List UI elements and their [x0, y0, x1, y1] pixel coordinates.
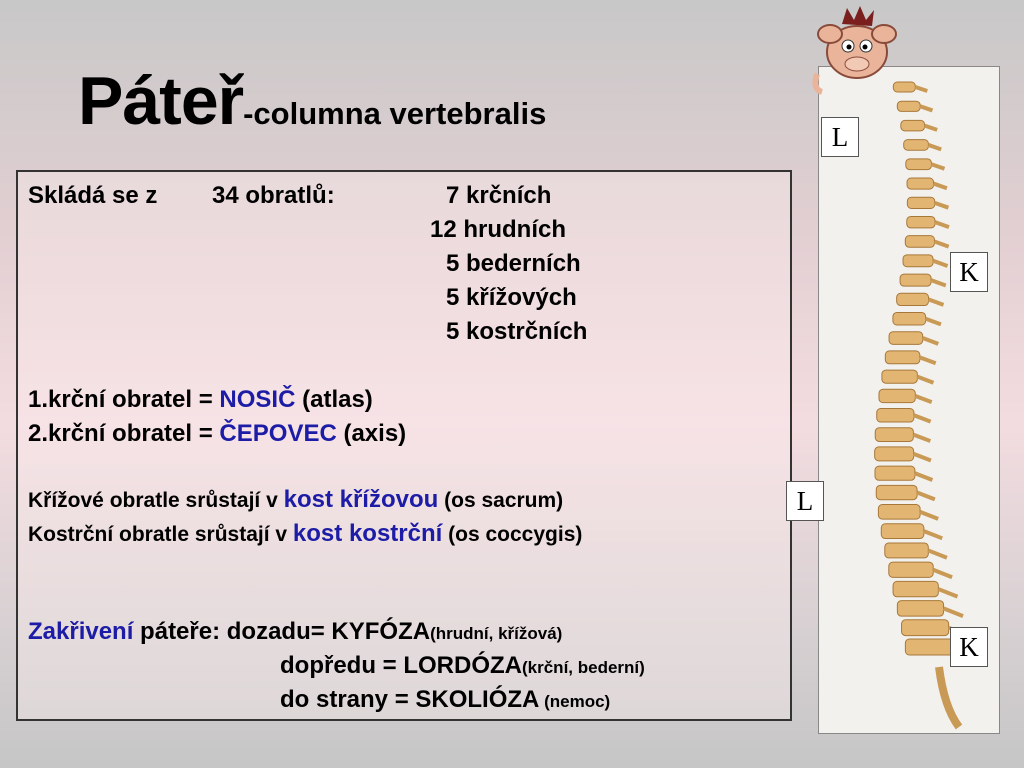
vertebra: [875, 428, 913, 442]
vertebra: [903, 255, 933, 267]
label-lordosis-cervical: L: [821, 117, 859, 157]
spinous-process: [935, 203, 949, 208]
composition-intro: Skládá se z: [28, 182, 158, 209]
spinous-process: [925, 126, 938, 130]
vertebra: [906, 159, 932, 170]
content-box: [16, 170, 792, 721]
spinous-process: [920, 512, 938, 519]
vertebra: [893, 312, 926, 324]
region-sacral: 5 křížových: [446, 284, 577, 311]
spinous-process: [917, 377, 933, 383]
vertebra: [900, 274, 931, 286]
vertebra: [875, 447, 914, 461]
vertebra: [875, 466, 915, 480]
spinous-process: [920, 357, 936, 363]
mascot-icon: [802, 4, 912, 96]
vertebra: [902, 620, 949, 636]
label-kyphosis-sacral: K: [950, 627, 988, 667]
spinous-process: [915, 396, 931, 402]
spinous-process: [938, 589, 957, 597]
coccyx-latin: (os coccygis): [442, 523, 583, 546]
scoliosis-line: [280, 686, 610, 714]
vertebra: [904, 140, 929, 151]
title-subtitle: -columna vertebralis: [243, 96, 547, 131]
vertebra: [889, 562, 933, 577]
sacrum-latin: (os sacrum): [438, 489, 564, 512]
spinous-process: [933, 261, 947, 266]
spinous-process: [931, 164, 944, 169]
spinous-process: [929, 299, 944, 305]
curvature-heading: Zakřivení: [28, 618, 134, 645]
spinous-process: [934, 241, 948, 246]
axis-line: [28, 420, 406, 448]
region-lumbar: 5 bederních: [446, 250, 581, 277]
axis-prefix: 2.krční obratel =: [28, 420, 220, 447]
vertebra: [879, 389, 915, 402]
vertebra: [885, 351, 920, 364]
spinous-process: [914, 454, 931, 461]
composition-total: 34 obratlů:: [212, 182, 335, 209]
label-kyphosis-thoracic: K: [950, 252, 988, 292]
sacrum-line: [28, 486, 563, 514]
vertebra: [901, 120, 925, 130]
region-thoracic: 12 hrudních: [430, 216, 567, 243]
spinous-process: [920, 106, 932, 110]
spinous-process: [924, 531, 942, 538]
kyphosis-line: [28, 618, 562, 646]
atlas-line: [28, 386, 373, 414]
axis-latin: (axis): [336, 420, 407, 447]
spinous-process: [913, 435, 930, 441]
axis-name: ČEPOVEC: [219, 420, 337, 447]
spinous-process: [931, 280, 946, 285]
spinous-process: [935, 222, 949, 227]
spinous-process: [926, 319, 941, 325]
title-main: Páteř: [78, 63, 244, 139]
atlas-name: NOSIČ: [219, 386, 296, 413]
vertebra: [885, 543, 929, 558]
label-lordosis-lumbar: L: [786, 481, 824, 521]
spinous-process: [928, 145, 941, 149]
spinous-process: [934, 184, 947, 189]
spinous-process: [917, 493, 935, 500]
vertebra: [897, 601, 943, 617]
region-cervical: 7 krčních: [446, 182, 552, 209]
atlas-latin: (atlas): [295, 386, 373, 413]
vertebra: [905, 639, 953, 655]
vertebra: [897, 293, 929, 305]
spinous-process: [933, 570, 952, 577]
lordosis-text: dopředu = LORDÓZA: [280, 652, 522, 679]
scoliosis-text: do strany = SKOLIÓZA: [280, 686, 540, 713]
vertebra: [876, 485, 917, 499]
coccyx-prefix: Kostrční obratle srůstají v: [28, 523, 293, 546]
coccyx-bone: kost kostrční: [292, 520, 443, 547]
spinous-process: [928, 550, 947, 557]
vertebra: [907, 216, 935, 227]
vertebra: [907, 197, 934, 208]
lordosis-line: [280, 652, 645, 680]
coccyx-line: [28, 520, 582, 548]
lordosis-note: (krční, bederní): [522, 658, 645, 677]
spinous-process: [944, 608, 963, 616]
vertebra: [882, 370, 917, 383]
atlas-prefix: 1.krční obratel =: [28, 386, 220, 413]
vertebra: [877, 409, 914, 423]
vertebra: [907, 178, 933, 189]
kyphosis-note: (hrudní, křížová): [430, 624, 563, 643]
region-coccygeal: 5 kostrčních: [446, 318, 588, 345]
vertebra: [893, 581, 938, 596]
spinous-process: [915, 473, 933, 480]
vertebra: [905, 236, 934, 248]
sacrum-prefix: Křížové obratle srůstají v: [28, 489, 284, 512]
spinous-process: [923, 338, 939, 344]
vertebra: [897, 101, 920, 111]
slide-title: [78, 62, 546, 140]
spinous-process: [915, 87, 927, 91]
vertebra: [889, 332, 923, 345]
vertebra: [881, 524, 924, 539]
scoliosis-note: (nemoc): [539, 692, 611, 711]
kyphosis-text: páteře: dozadu= KYFÓZA: [133, 618, 431, 645]
sacrum-bone: kost křížovou: [283, 486, 439, 513]
spinous-process: [914, 415, 931, 421]
vertebra: [878, 505, 920, 520]
